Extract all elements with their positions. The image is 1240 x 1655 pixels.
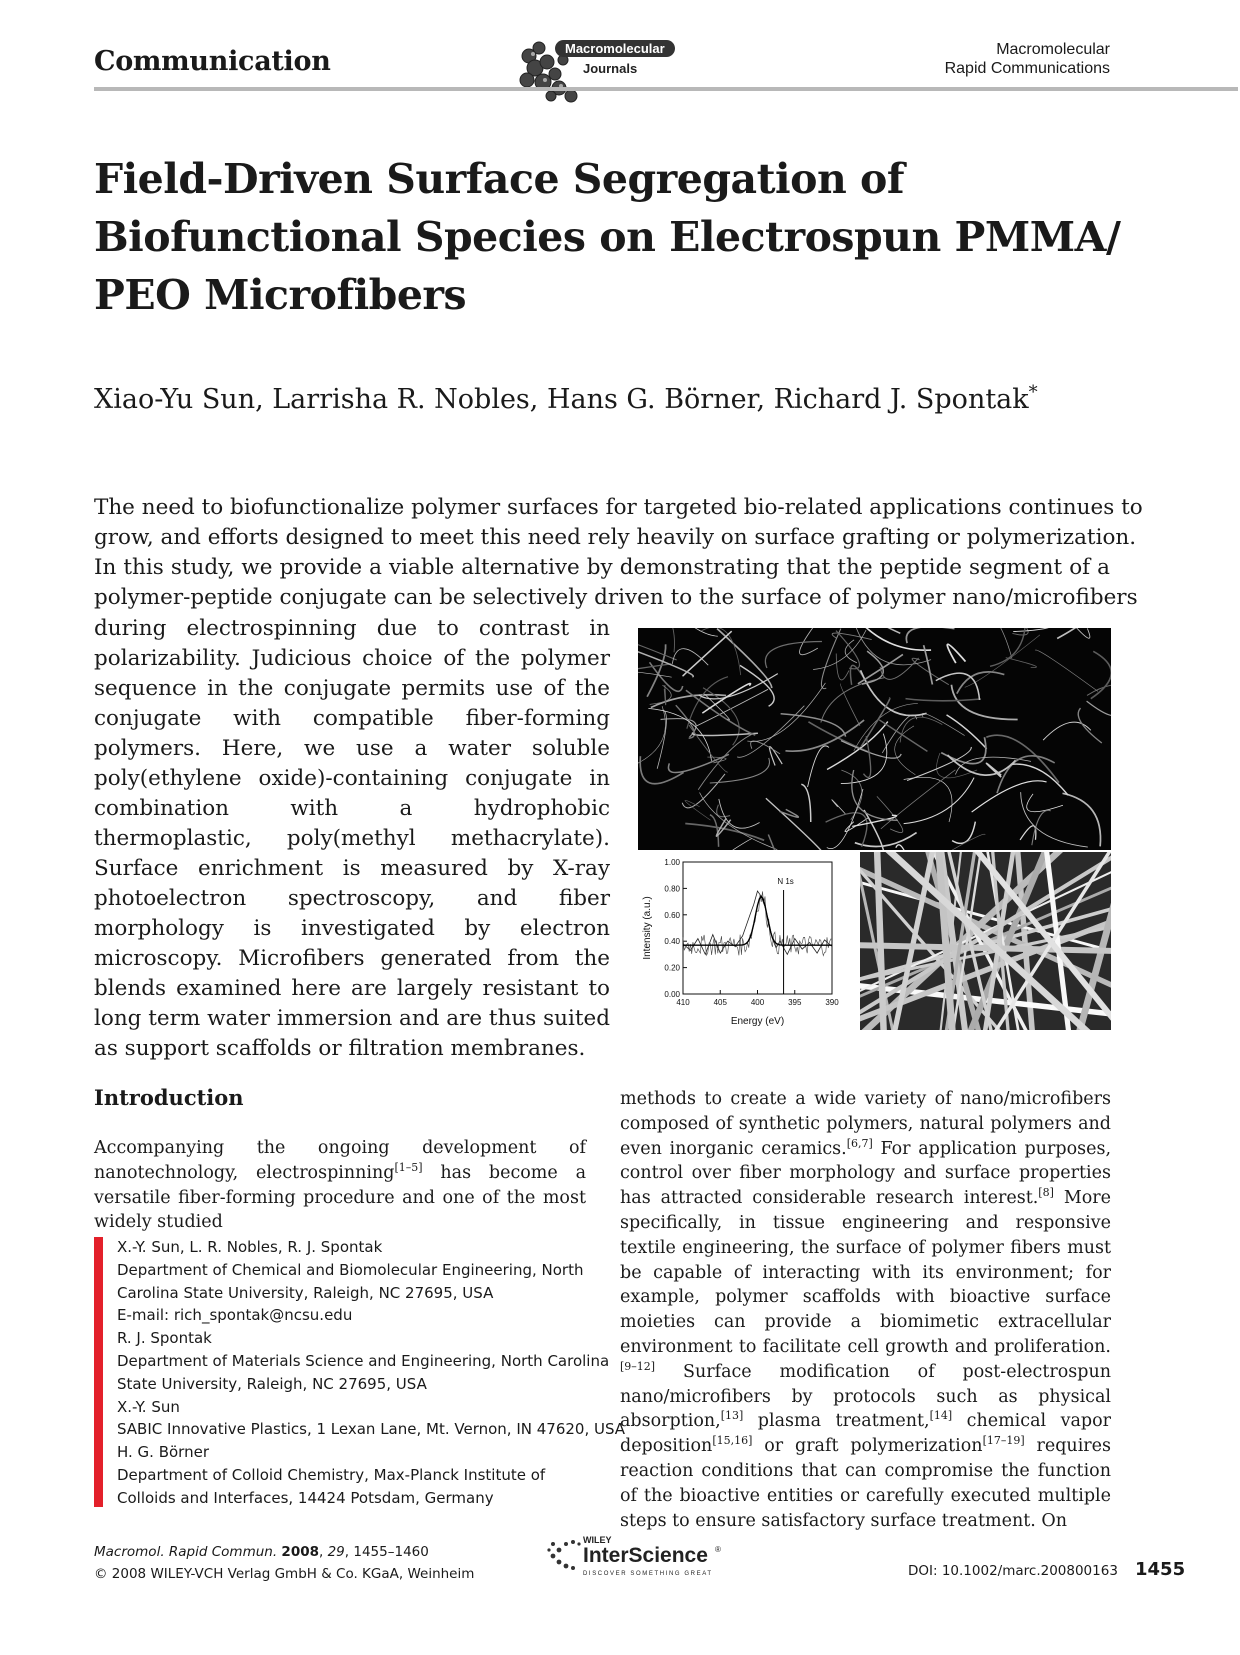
fiber	[832, 800, 846, 814]
fiber	[1057, 628, 1092, 638]
header-rule	[94, 87, 1238, 91]
affiliations-block	[117, 1236, 626, 1510]
fiber	[1087, 685, 1111, 716]
affiliation-line: Carolina State University, Raleigh, NC 27695, USA	[117, 1283, 494, 1302]
fiber	[719, 799, 760, 828]
fiber	[947, 644, 965, 663]
fiber	[701, 628, 740, 675]
citation: [15,16]	[712, 1434, 753, 1448]
fiber	[947, 715, 987, 749]
fiber	[683, 631, 732, 675]
page-range: 1455–1460	[353, 1544, 429, 1560]
x-tick-label: 400	[750, 998, 765, 1007]
intro-text: For application purposes, control over fiber morphology and surface properties has attracted considerable research interest.	[620, 1138, 1112, 1209]
section-label: Communication	[94, 46, 331, 77]
fiber	[892, 852, 934, 1030]
x-tick-label: 410	[676, 998, 690, 1007]
fiber	[1087, 701, 1111, 715]
logo-top-label: Macromolecular	[555, 40, 675, 57]
fiber	[638, 628, 674, 652]
fiber	[906, 628, 954, 643]
fiber	[865, 628, 931, 650]
fiber	[937, 753, 978, 778]
affiliation-line: X.-Y. Sun	[117, 1397, 180, 1416]
fiber	[765, 642, 822, 668]
abstract-line: polymer-peptide conjugate can be selectively driven to the surface of polymer nano/microfibers	[94, 585, 1138, 610]
citation: [17–19]	[982, 1434, 1025, 1448]
fiber	[1063, 793, 1101, 846]
y-tick-label: 0.60	[664, 910, 680, 920]
intro-text: methods to create a wide variety of nano/microfibers composed of synthetic polymers, natural polymers and even inorganic ceramics.	[620, 1089, 1111, 1159]
x-tick-label: 405	[713, 998, 727, 1007]
fiber	[1043, 722, 1091, 740]
n1s-annotation: N 1s	[777, 877, 794, 886]
introduction-heading: Introduction	[94, 1085, 244, 1110]
abstract-line: grow, and efforts designed to meet this need rely heavily on surface grafting or polymerization.	[94, 525, 1137, 550]
intro-text: has become a versatile fiber-forming procedure and one of the most widely studied	[94, 1162, 586, 1233]
affiliation-line: X.-Y. Sun, L. R. Nobles, R. J. Spontak	[117, 1238, 383, 1256]
fiber	[924, 645, 933, 684]
fiber	[821, 629, 840, 689]
fiber	[638, 706, 665, 763]
affiliation-line: R. J. Spontak	[117, 1329, 212, 1348]
y-tick-label: 0.40	[664, 937, 680, 947]
citation: [13]	[720, 1409, 744, 1423]
affiliation-line: H. G. Börner	[117, 1443, 209, 1462]
intro-text: requires reaction conditions that can compromise the function of the bioactive entities or carefully executed multiple steps to ensure satisfactory surface treatment. On	[620, 1436, 1111, 1531]
fiber	[951, 685, 1017, 720]
fiber	[676, 705, 695, 738]
intro-text: plasma treatment,	[743, 1411, 930, 1432]
logo-bottom-label: Journals	[583, 61, 638, 76]
fiber	[801, 784, 810, 822]
citation: [14]	[929, 1409, 953, 1423]
fiber	[896, 845, 918, 850]
journal-name-line2: Rapid Communications	[944, 60, 1110, 77]
citation: [1–5]	[394, 1160, 423, 1174]
author-names: Xiao-Yu Sun, Larrisha R. Nobles, Hans G. Börner, Richard J. Spontak	[94, 384, 1029, 415]
fiber	[808, 746, 829, 787]
affiliation-accent-bar	[94, 1237, 103, 1507]
x-tick-label: 390	[825, 998, 839, 1007]
fiber	[836, 654, 849, 680]
x-tick-label: 395	[788, 998, 802, 1007]
fiber	[877, 796, 903, 832]
fiber	[651, 628, 718, 636]
journal-name	[945, 40, 1110, 78]
fiber	[870, 628, 900, 633]
fiber	[710, 815, 719, 847]
citation-footer: Macromol. Rapid Commun. 2008, 29, 1455–1460 © 2008 WILEY-VCH Verlag GmbH & Co. KGaA, Weinheim	[94, 1541, 474, 1585]
citation: [9–12]	[620, 1359, 656, 1373]
citation: [8]	[1038, 1186, 1054, 1200]
fiber	[1011, 764, 1068, 795]
fiber	[710, 839, 752, 850]
sem-micrograph-closeup	[860, 852, 1111, 1030]
wiley-interscience-logo	[545, 1530, 735, 1582]
intro-text: Accompanying the ongoing development of nanotechnology, electrospinning	[94, 1138, 586, 1183]
author-list	[94, 382, 1038, 415]
interscience-label: InterScience	[583, 1544, 708, 1567]
fiber	[747, 683, 825, 742]
y-tick-label: 0.00	[664, 990, 680, 999]
plot-frame	[683, 862, 832, 994]
fiber	[1035, 650, 1098, 691]
fiber	[813, 630, 866, 669]
fit-curve	[683, 896, 832, 945]
spectrum-noise	[683, 891, 832, 955]
fiber	[922, 713, 965, 735]
email-address[interactable]: E-mail: rich_spontak@ncsu.edu	[117, 1306, 353, 1325]
interscience-tagline: DISCOVER SOMETHING GREAT	[583, 1571, 713, 1577]
affiliation-line: Department of Chemical and Biomolecular Engineering, North	[117, 1260, 584, 1279]
fiber	[965, 635, 1040, 687]
fiber	[766, 798, 824, 850]
fiber	[700, 792, 778, 849]
intro-text: More specifically, in tissue engineering and responsive textile engineering, the surface of polymer fibers must be capable of interacting with its environment; for example, polymer scaffolds with bioactive surface moieties can provide a biomimetic extracellular environment to facilitate cell growth and proliferation.	[620, 1188, 1111, 1357]
fiber	[1006, 658, 1037, 668]
abstract-line: In this study, we provide a viable alternative by demonstrating that the peptide segment of a	[94, 555, 1110, 580]
sem-micrograph-fibers	[638, 628, 1111, 850]
affiliation-line: Department of Colloid Chemistry, Max-Planck Institute of	[117, 1465, 546, 1484]
fiber	[821, 678, 885, 723]
fiber	[686, 690, 755, 735]
page-number: 1455	[1135, 1559, 1186, 1580]
fiber	[904, 777, 952, 822]
fiber	[1027, 794, 1063, 812]
journal-name-line1: Macromolecular	[996, 41, 1110, 58]
article-title: Field-Driven Surface Segregation of Biofunctional Species on Electrospun PMMA/ PEO Microfibers	[94, 155, 1121, 319]
affiliation-line: State University, Raleigh, NC 27695, USA	[117, 1374, 427, 1393]
intro-text: Surface modification of post-electrospun nano/microfibers by protocols such as physical absorption,	[620, 1361, 1111, 1432]
fiber	[638, 639, 677, 660]
fiber	[682, 774, 725, 808]
fiber	[910, 834, 985, 850]
affiliation-line: Colloids and Interfaces, 14424 Potsdam, Germany	[117, 1488, 494, 1507]
fiber	[957, 672, 1005, 694]
corresponding-author-mark: *	[1028, 382, 1038, 403]
fiber	[1021, 792, 1088, 847]
y-tick-label: 1.00	[664, 858, 680, 867]
volume: 29	[327, 1544, 345, 1560]
fiber	[906, 699, 981, 701]
wiley-label: WILEY	[583, 1535, 612, 1545]
affiliation-line: Department of Materials Science and Engineering, North Carolina	[117, 1351, 610, 1370]
fiber	[895, 726, 916, 775]
fiber	[1013, 628, 1057, 632]
fiber	[936, 673, 980, 700]
fiber	[904, 778, 974, 824]
macromolecular-journals-logo	[515, 38, 695, 104]
y-tick-label: 0.20	[664, 963, 680, 973]
x-axis-label: Energy (eV)	[730, 1016, 785, 1027]
fiber	[990, 628, 1025, 666]
abstract-column-text: during electrospinning due to contrast in polarizability. Judicious choice of the polymer sequence in the conjugate permits use of the conjugate with compatible fiber-forming polymers. Here, we use a water soluble poly(ethylene oxide)-containing conjugate in combination with a hydrophobic thermoplastic, poly(methyl methacrylate). Surface enrichment is measured by X-ray photoelectron spectroscopy, and fiber morphology is investigated by electron microscopy. Microfibers generated from the blends examined here are largely resistant to long term water immersion and are thus suited as support scaffolds or filtration membranes.	[94, 616, 611, 1061]
abstract-full-width	[94, 493, 1143, 613]
y-axis-label: Intensity (a.u.)	[642, 896, 653, 960]
fiber	[638, 671, 672, 678]
abstract-line: The need to biofunctionalize polymer surfaces for targeted bio-related applications continues to	[94, 495, 1143, 520]
fiber	[900, 717, 942, 742]
globe-icon	[547, 1540, 580, 1570]
intro-left-column	[94, 1136, 586, 1235]
fiber	[785, 720, 864, 751]
pub-year: 2008	[281, 1544, 319, 1560]
doi[interactable]: DOI: 10.1002/marc.200800163	[908, 1563, 1118, 1579]
fiber	[972, 781, 1047, 812]
journal-abbrev: Macromol. Rapid Commun.	[94, 1544, 278, 1560]
fiber	[769, 747, 782, 766]
fiber	[1078, 708, 1102, 743]
fiber	[958, 628, 1012, 658]
fiber	[861, 670, 927, 715]
fiber	[827, 722, 888, 770]
fiber	[860, 945, 1111, 951]
fiber	[840, 684, 860, 726]
y-tick-label: 0.80	[664, 884, 680, 894]
fiber	[648, 708, 711, 760]
xps-spectrum-chart	[638, 852, 858, 1030]
intro-right-column	[620, 1087, 1111, 1533]
copyright: © 2008 WILEY-VCH Verlag GmbH & Co. KGaA, Weinheim	[94, 1566, 475, 1582]
affiliation-line: SABIC Innovative Plastics, 1 Lexan Lane, Mt. Vernon, IN 47620, USA	[117, 1420, 626, 1439]
intro-text: chemical vapor deposition	[620, 1411, 1112, 1457]
registered-mark: ®	[715, 1545, 721, 1554]
fiber	[952, 822, 975, 844]
fiber	[640, 756, 683, 784]
fiber	[880, 658, 918, 679]
intro-text: or graft polymerization	[752, 1436, 983, 1457]
citation: [6,7]	[846, 1136, 873, 1150]
